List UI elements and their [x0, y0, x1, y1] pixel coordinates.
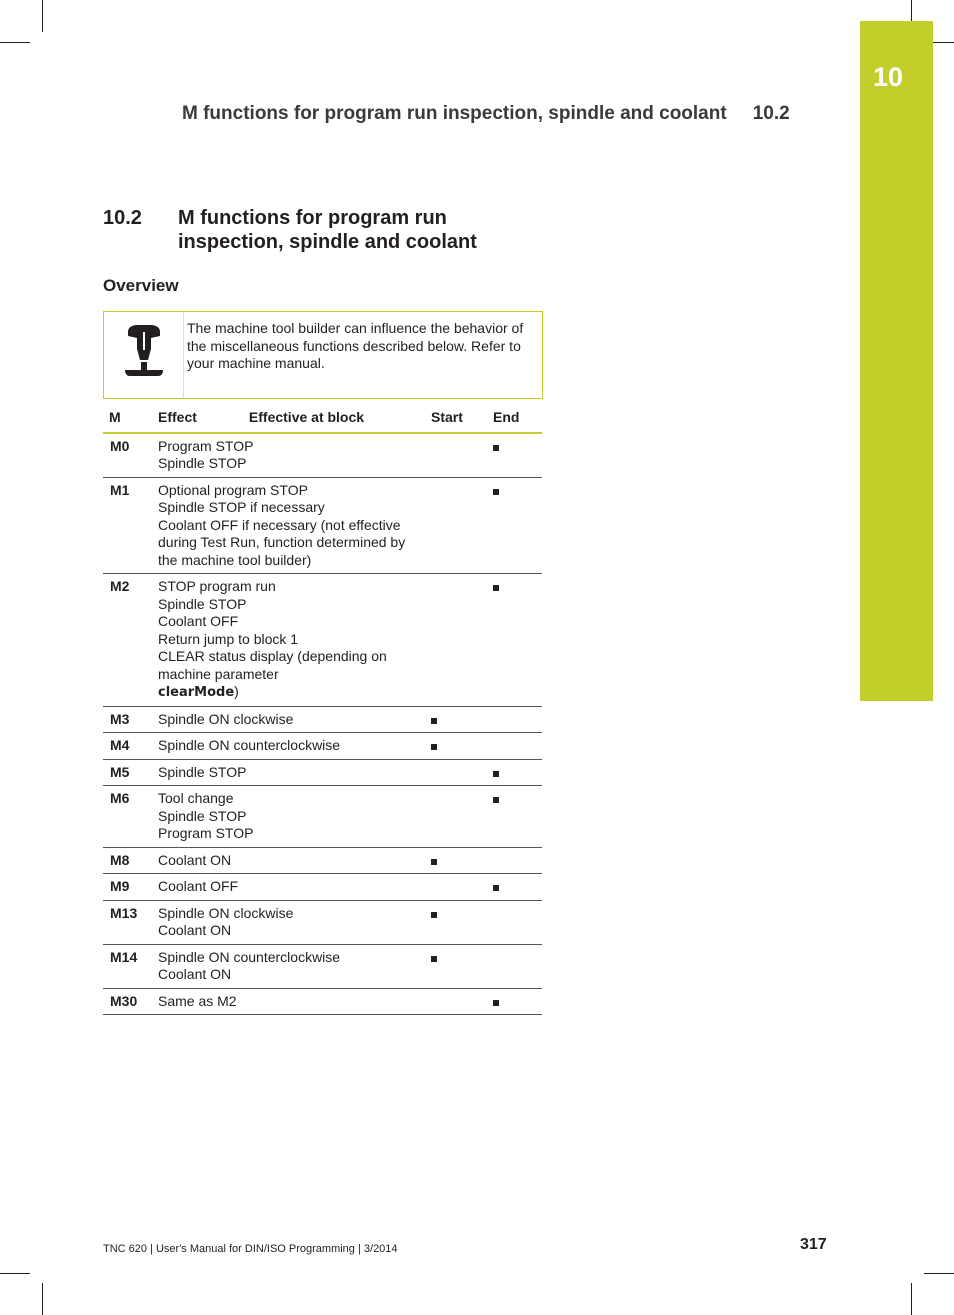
cell-m-code: M5	[103, 759, 152, 786]
header-effect-label: Effect	[158, 409, 197, 425]
crop-mark	[42, 1283, 43, 1315]
effect-line: Spindle ON clockwise	[158, 904, 294, 921]
cell-end	[485, 988, 542, 1015]
effect-line: Spindle STOP if necessary	[158, 499, 325, 515]
effect-line: Program STOP	[158, 437, 254, 454]
cell-m-code: M14	[103, 944, 152, 988]
machine-manual-icon	[122, 322, 166, 378]
cell-start	[414, 944, 485, 988]
table-row	[103, 847, 542, 874]
cell-start	[414, 786, 485, 848]
start-marker-icon	[431, 718, 437, 724]
cell-m-code: M6	[103, 786, 152, 848]
cell-effect	[152, 759, 414, 786]
effect-line: Return jump to block 1	[158, 630, 299, 647]
cell-end	[485, 733, 542, 760]
cell-effect	[152, 433, 414, 478]
machine-parameter: clearMode	[158, 685, 235, 700]
subheading-overview: Overview	[103, 276, 179, 295]
cell-start	[414, 847, 485, 874]
effect-line: Same as M2	[158, 992, 237, 1009]
effect-line: Spindle STOP	[158, 807, 247, 824]
effect-line: Spindle STOP	[158, 595, 247, 612]
effect-line: Coolant ON	[158, 922, 232, 938]
cell-start	[414, 874, 485, 901]
effect-line: CLEAR status display (depending on machine parameter	[158, 648, 387, 682]
cell-start	[414, 759, 485, 786]
effect-line: Coolant OFF if necessary (not effective during Test Run, function determined by the machine tool builder)	[158, 516, 406, 568]
effect-line: Coolant OFF	[158, 613, 239, 629]
cell-m-code: M0	[103, 433, 152, 478]
effect-line: Spindle STOP	[158, 763, 247, 780]
cell-effect	[152, 574, 414, 707]
page-number: 317	[800, 1236, 827, 1253]
crop-mark	[911, 1283, 912, 1315]
table-row	[103, 706, 542, 733]
cell-end	[485, 786, 542, 848]
effect-line: Spindle STOP	[158, 455, 247, 471]
cell-m-code: M30	[103, 988, 152, 1015]
effect-line: Coolant ON	[158, 851, 232, 868]
table-row	[103, 759, 542, 786]
cell-effect	[152, 733, 414, 760]
effect-line: Optional program STOP	[158, 481, 308, 498]
end-marker-icon	[493, 771, 499, 777]
cell-m-code: M1	[103, 477, 152, 574]
cell-end	[485, 944, 542, 988]
cell-end	[485, 706, 542, 733]
end-marker-icon	[493, 885, 499, 891]
running-header	[182, 103, 790, 125]
cell-effect	[152, 786, 414, 848]
crop-mark	[0, 1273, 30, 1274]
effect-param-tail: )	[234, 683, 239, 699]
table-row	[103, 477, 542, 574]
effect-line: Program STOP	[158, 825, 254, 841]
table-row	[103, 733, 542, 760]
cell-start	[414, 477, 485, 574]
header-m: M	[103, 402, 152, 433]
section-title: M functions for program run inspection, spindle and coolant	[178, 207, 477, 253]
crop-mark	[42, 0, 43, 32]
effect-line: Spindle ON counterclockwise	[158, 737, 341, 753]
start-marker-icon	[431, 744, 437, 750]
header-start: Start	[414, 402, 485, 433]
section-number: 10.2	[103, 207, 142, 229]
cell-end	[485, 759, 542, 786]
cell-m-code: M13	[103, 900, 152, 944]
note-divider	[183, 312, 184, 398]
cell-effect	[152, 706, 414, 733]
header-effect	[152, 402, 414, 433]
cell-start	[414, 433, 485, 478]
effect-param-line	[158, 683, 408, 702]
cell-m-code: M9	[103, 874, 152, 901]
end-marker-icon	[493, 489, 499, 495]
table-row	[103, 786, 542, 848]
cell-effect	[152, 900, 414, 944]
table-row	[103, 988, 542, 1015]
header-effective-at-block: Effective at block	[248, 409, 365, 425]
chapter-tab	[860, 21, 933, 701]
note-box	[103, 311, 543, 399]
cell-effect	[152, 944, 414, 988]
end-marker-icon	[493, 445, 499, 451]
cell-start	[414, 706, 485, 733]
effect-line: Tool change	[158, 790, 234, 806]
cell-start	[414, 988, 485, 1015]
cell-effect	[152, 847, 414, 874]
note-text: The machine tool builder can influence the behavior of the miscellaneous functions described below. Refer to your machine manual.	[187, 320, 524, 371]
table-row	[103, 574, 542, 707]
cell-m-code: M2	[103, 574, 152, 707]
m-functions-table	[103, 402, 542, 1015]
running-header-section: 10.2	[752, 103, 790, 124]
table-header-row	[103, 402, 542, 433]
cell-end	[485, 574, 542, 707]
table-row	[103, 433, 542, 478]
table-row	[103, 874, 542, 901]
effect-line: Spindle ON counterclockwise	[158, 948, 341, 965]
cell-effect	[152, 874, 414, 901]
effect-line: STOP program run	[158, 578, 276, 594]
effect-line: Coolant ON	[158, 966, 232, 982]
cell-effect	[152, 988, 414, 1015]
cell-end	[485, 874, 542, 901]
running-header-title: M functions for program run inspection, spindle and coolant	[182, 103, 727, 124]
cell-end	[485, 433, 542, 478]
effect-line: Coolant OFF	[158, 878, 239, 894]
chapter-number: 10	[873, 62, 904, 92]
cell-end	[485, 477, 542, 574]
end-marker-icon	[493, 1000, 499, 1006]
table-row	[103, 944, 542, 988]
table-row	[103, 900, 542, 944]
footer-text: TNC 620 | User's Manual for DIN/ISO Programming | 3/2014	[103, 1243, 398, 1255]
cell-m-code: M4	[103, 733, 152, 760]
effect-line: Spindle ON clockwise	[158, 710, 294, 727]
cell-start	[414, 900, 485, 944]
cell-start	[414, 733, 485, 760]
cell-end	[485, 900, 542, 944]
end-marker-icon	[493, 797, 499, 803]
header-end: End	[485, 402, 542, 433]
cell-m-code: M3	[103, 706, 152, 733]
start-marker-icon	[431, 859, 437, 865]
cell-start	[414, 574, 485, 707]
crop-mark	[0, 42, 30, 43]
start-marker-icon	[431, 956, 437, 962]
end-marker-icon	[493, 585, 499, 591]
cell-end	[485, 847, 542, 874]
cell-m-code: M8	[103, 847, 152, 874]
cell-effect	[152, 477, 414, 574]
crop-mark	[924, 1273, 954, 1274]
start-marker-icon	[431, 912, 437, 918]
